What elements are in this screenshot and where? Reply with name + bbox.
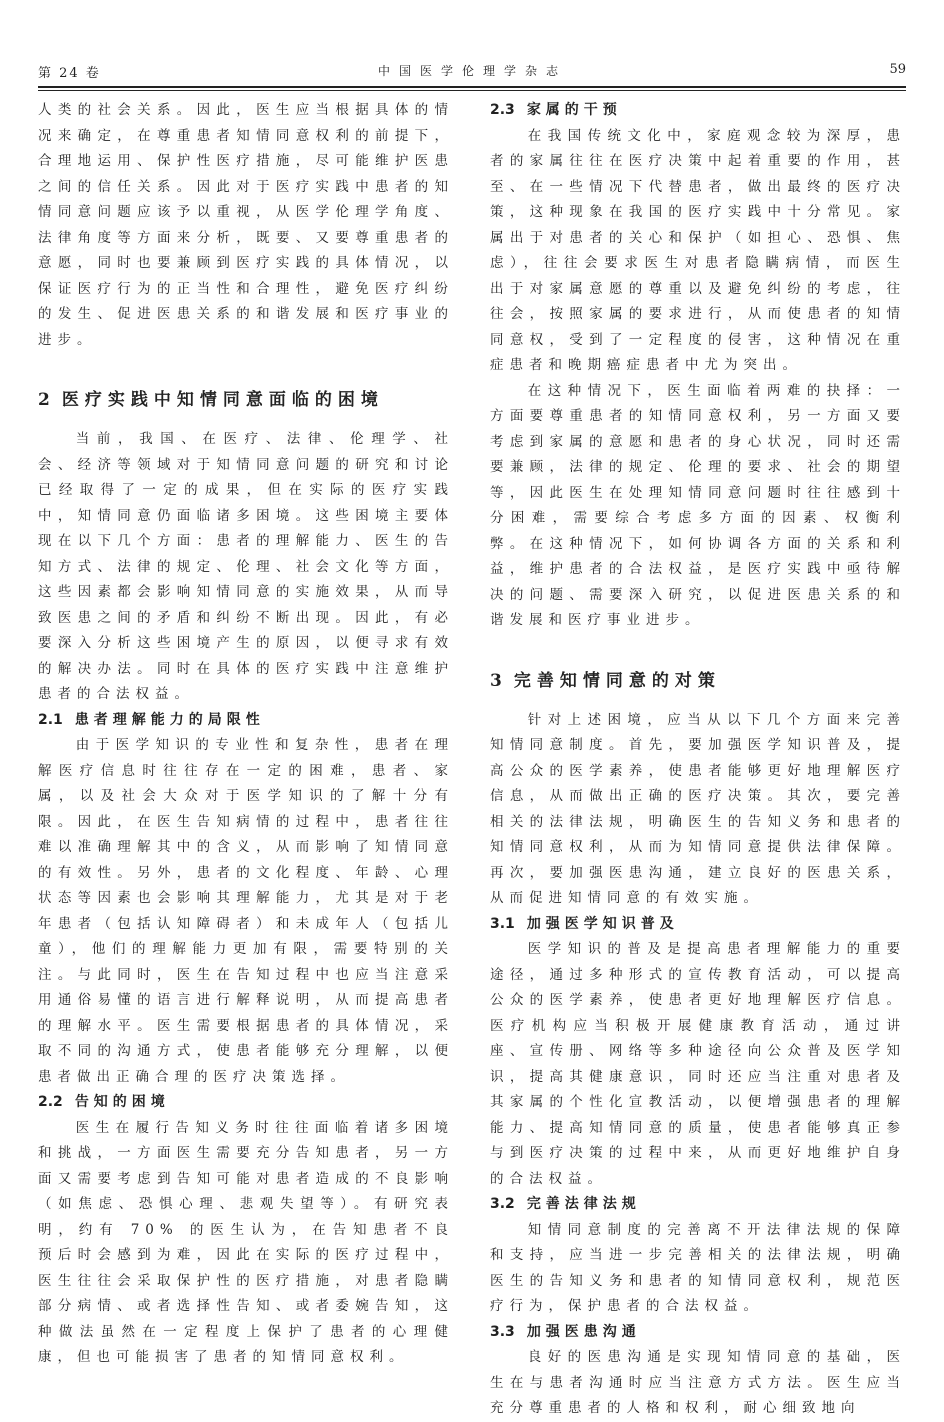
section-3-paragraph: 针对上述困境，应当从以下几个方面来完善知情同意制度。首先，要加强医学知识普及，提高公众的医学素养，使患者能够更好地理解医疗信息，从而做出正确的医疗决策。其次，要完善相关的法律法规，明确医生的告知义务和患者的知情同意权利，从而为知情同意提供法律保障。再次，要加强医患沟通，建立良好的医患关系，从而促进知情同意的有效实施。 bbox=[490, 711, 906, 906]
section-title: 完善法律法规 bbox=[526, 1196, 641, 1212]
section-title: 家属的干预 bbox=[526, 102, 622, 118]
page-number: 59 bbox=[889, 62, 906, 77]
section-number: 2.1 bbox=[38, 711, 63, 728]
section-number: 2.3 bbox=[490, 102, 515, 118]
volume-label: 第 24 卷 bbox=[38, 66, 101, 81]
section-title: 医疗实践中知情同意面临的困境 bbox=[61, 390, 384, 410]
section-3-1-paragraph: 医学知识的普及是提高患者理解能力的重要途径，通过多种形式的宣传教育活动，可以提高公众的医学素养，使患者更好地理解医疗信息。医疗机构应当积极开展健康教育活动，通过讲座、宣传册、网络等多种途径向公众普及医学知识，提高其健康意识，同时还应当注重对患者及其家属的个性化宣教活动，以便增强患者的理解能力、提高知情同意的质量，使患者能够真正参与到医疗决策的过程中来，从而更好地维护自身的合法权益。 bbox=[490, 941, 906, 1187]
section-3-2-heading bbox=[490, 1192, 906, 1218]
section-2-1-paragraph: 由于医学知识的专业性和复杂性，患者在理解医疗信息时往往存在一定的困难，患者、家属，以及社会大众对于医学知识的了解十分有限。因此，在医生告知病情的过程中，患者往往难以准确理解其中的含义，从而影响了知情同意的有效性。另外，患者的文化程度、年龄、心理状态等因素也会影响其理解能力，尤其是对于老年患者（包括认知障碍者）和未成年人（包括儿童），他们的理解能力更加有限，需要特别的关注。与此同时，医生在告知过程中也应当注意采用通俗易懂的语言进行解释说明，从而提高患者的理解水平。医生需要根据患者的具体情况，采取不同的沟通方式，使患者能够充分理解，以便患者做出正确合理的医疗决策选择。 bbox=[38, 737, 454, 1085]
section-2-paragraph: 当前，我国、在医疗、法律、伦理学、社会、经济等领域对于知情同意问题的研究和讨论已经取得了一定的成果，但在实际的医疗实践中，知情同意仍面临诸多困境。这些困境主要体现在以下几个方面：患者的理解能力、医生的告知方式、法律的规定、伦理、社会文化等方面，这些因素都会影响知情同意的实施效果，从而导致医患之间的矛盾和纠纷不断出现。因此，有必要深入分析这些困境产生的原因，以便寻求有效的解决办法。同时在具体的医疗实践中注意维护患者的合法权益。 bbox=[38, 431, 454, 702]
section-number: 3.1 bbox=[490, 915, 515, 932]
section-2-3-paragraph-b: 在这种情况下，医生面临着两难的抉择：一方面要尊重患者的知情同意权利，另一方面又要考虑到家属的意愿和患者的身心状况，同时还需要兼顾，法律的规定、伦理的要求、社会的期望等，因此医生在处理知情同意问题时往往感到十分困难，需要综合考虑多方面的因素、权衡利弊。在这种情况下，如何协调各方面的关系和利益，维护患者的合法权益，是医疗实践中亟待解决的问题、需要深入研究，以促进医患关系的和谐发展和医疗事业进步。 bbox=[490, 382, 906, 628]
section-title: 完善知情同意的对策 bbox=[513, 670, 721, 691]
section-3-1-heading bbox=[490, 912, 906, 938]
right-column bbox=[490, 98, 906, 1422]
section-2-3-paragraph-a: 在我国传统文化中，家庭观念较为深厚，患者的家属往往在医疗决策中起着重要的作用，甚至、在一些情况下代替患者，做出最终的医疗决策，这种现象在我国的医疗实践中十分常见。家属出于对患者的关心和保护（如担心、恐惧、焦虑），往往会要求医生对患者隐瞒病情，而医生出于对家属意愿的尊重以及避免纠纷的考虑，往往会，按照家属的要求进行，从而使患者的知情同意权，受到了一定程度的侵害，这种情况在重症患者和晚期癌症患者中尤为突出。 bbox=[490, 127, 906, 373]
header-rule-thick bbox=[38, 86, 906, 88]
section-2-heading bbox=[38, 387, 454, 413]
section-number: 3.2 bbox=[490, 1196, 515, 1212]
section-number: 2 bbox=[38, 390, 50, 410]
section-2-2-paragraph: 医生在履行告知义务时往往面临着诸多困境和挑战，一方面医生需要充分告知患者，另一方面又需要考虑到告知可能对患者造成的不良影响（如焦虑、恐惧心理、悲观失望等）。有研究表明，约有 70% 的医生认为，在告知患者不良预后时会感到为难，因此在实际的医疗过程中，医生往往会采取保护性的医疗措施，对患者隐瞒部分病情、或者选择性告知、或者委婉告知，这种做法虽然在一定程度上保护了患者的心理健康，但也可能损害了患者的知情同意权利。 bbox=[38, 1119, 454, 1365]
section-number: 3.3 bbox=[490, 1323, 515, 1340]
section-number: 2.2 bbox=[38, 1094, 63, 1110]
section-3-3-paragraph: 良好的医患沟通是实现知情同意的基础，医生在与患者沟通时应当注意方式方法。医生应当充分尊重患者的人格和权利，耐心细致地向 bbox=[490, 1349, 906, 1416]
left-column bbox=[38, 98, 454, 1371]
journal-title: 中国医学伦理学杂志 bbox=[378, 64, 568, 78]
section-3-3-heading bbox=[490, 1320, 906, 1346]
section-title: 加强医学知识普及 bbox=[526, 915, 679, 932]
header-rule-thin bbox=[38, 90, 906, 91]
section-title: 加强医患沟通 bbox=[526, 1323, 641, 1340]
section-title: 患者理解能力的局限性 bbox=[74, 711, 265, 728]
section-3-2-paragraph: 知情同意制度的完善离不开法律法规的保障和支持，应当进一步完善相关的法律法规，明确医生的告知义务和患者的知情同意权利，规范医疗行为，保护患者的合法权益。 bbox=[490, 1221, 906, 1314]
section-2-1-heading bbox=[38, 708, 454, 734]
section-2-3-heading bbox=[490, 98, 906, 124]
section-title: 告知的困境 bbox=[74, 1094, 170, 1110]
running-header bbox=[38, 62, 906, 82]
intro-paragraph: 人类的社会关系。因此，医生应当根据具体的情况来确定，在尊重患者知情同意权利的前提下，合理地运用、保护性医疗措施，尽可能维护医患之间的信任关系。因此对于医疗实践中患者的知情同意问题应该予以重视，从医学伦理学角度、法律角度等方面来分析，既要、又要尊重患者的意愿，同时也要兼顾到医疗实践的具体情况，以保证医疗行为的正当性和合理性，避免医疗纠纷的发生、促进医患关系的和谐发展和医疗事业的进步。 bbox=[38, 102, 454, 348]
section-2-2-heading bbox=[38, 1090, 454, 1116]
section-number: 3 bbox=[490, 670, 502, 691]
section-3-heading bbox=[490, 668, 906, 694]
